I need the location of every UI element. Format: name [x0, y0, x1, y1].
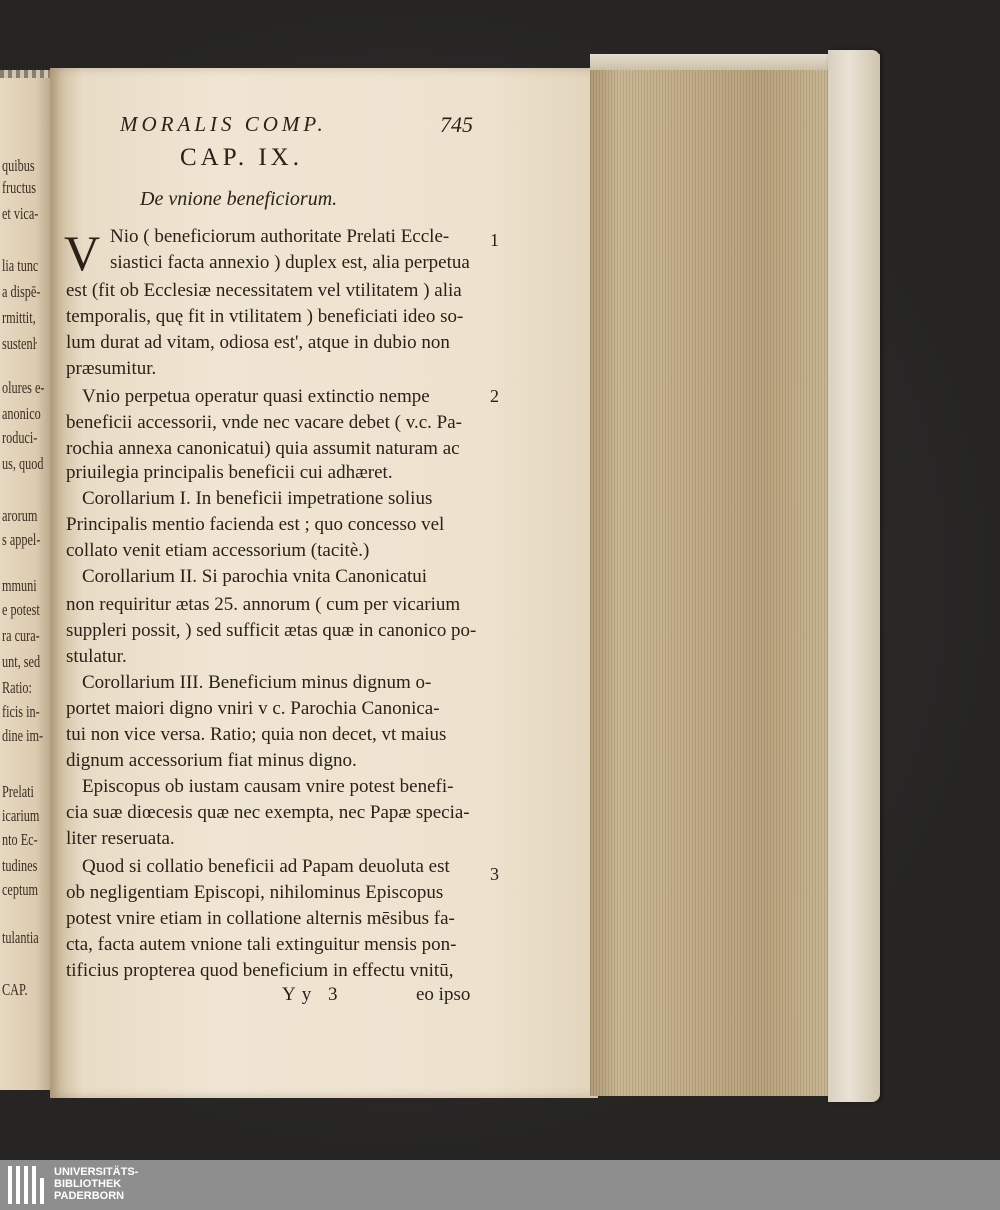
left-page-fragment: anonico [2, 404, 41, 423]
body-line: beneficii accessorii, vnde nec vacare debet ( v.c. Pa- [66, 412, 462, 433]
body-line: non requiritur ætas 25. annorum ( cum per vicarium [66, 594, 461, 615]
left-page-fragment: roduci- [2, 428, 38, 447]
library-name [54, 1166, 138, 1202]
body-line: cta, facta autem vnione tali extinguitur mensis pon- [66, 934, 457, 955]
left-page-fragment: rmittit, [2, 308, 36, 327]
left-page-fragment: Prelati [2, 782, 34, 801]
left-page-fragment: mmuni [2, 576, 37, 595]
page-number: 745 [440, 112, 473, 137]
left-page-fragment: ceptum [2, 880, 39, 899]
left-page-fragment: ra cura- [2, 626, 40, 645]
body-line: portet maiori digno vniri v c. Parochia Canonica- [66, 698, 440, 719]
body-line: collato venit etiam accessorium (tacitè.) [66, 540, 370, 561]
body-line: temporalis, quę fit in vtilitatem ) beneficiati ideo so- [66, 306, 464, 327]
body-line: suppleri possit, ) sed sufficit ætas quæ in canonico po- [66, 620, 477, 641]
left-page-fragment: sustenŀ [2, 334, 37, 353]
library-name-line3: PADERBORN [54, 1190, 125, 1202]
left-page-fragment: fructus [2, 178, 36, 197]
left-page-fragment: Ratio: [2, 678, 32, 697]
left-page-fragment: icarium [2, 806, 40, 825]
left-page-edge [0, 78, 52, 1090]
body-line: præsumitur. [66, 358, 157, 379]
library-logo-icon [8, 1166, 44, 1204]
body-line: Corollarium II. Si parochia vnita Canonicatui [82, 566, 428, 587]
body-line: Principalis mentio facienda est ; quo concesso vel [66, 514, 445, 535]
catchword: eo ipso [416, 984, 471, 1005]
body-line: tificius propterea quod beneficium in effectu vnitū, [66, 960, 454, 981]
left-page-fragment: ficis in- [2, 702, 40, 721]
left-page-fragment: quibus [2, 156, 35, 175]
left-page-fragment: olures e- [2, 378, 45, 397]
body-line: lum durat ad vitam, odiosa est', atque in dubio non [66, 332, 450, 353]
body-line: rochia annexa canonicatui) quia assumit naturam ac [66, 438, 460, 459]
body-line: Corollarium I. In beneficii impetratione solius [82, 488, 433, 509]
left-page-fragment: a dispē- [2, 282, 41, 301]
body-line: dignum accessorium fiat minus digno. [66, 750, 357, 771]
body-line: est (fit ob Ecclesiæ necessitatem vel vtilitatem ) alia [66, 280, 462, 301]
left-page-fragment: lia tunc [2, 256, 39, 275]
body-line: ob negligentiam Episcopi, nihilominus Episcopus [66, 882, 444, 903]
body-line: stulatur. [66, 646, 127, 667]
left-page-fragment: arorum [2, 506, 38, 525]
body-line: potest vnire etiam in collatione alternis mēsibus fa- [66, 908, 455, 929]
book-cover [828, 50, 880, 1102]
body-line: liter reseruata. [66, 828, 175, 849]
left-page-fragment: s appel- [2, 530, 41, 549]
running-head: MORALIS COMP. [120, 112, 327, 136]
page-block-edge [590, 66, 838, 1096]
library-name-line2: BIBLIOTHEK [54, 1178, 122, 1190]
body-line: Episcopus ob iustam causam vnire potest benefi- [82, 776, 454, 797]
left-page-fragment: et vica- [2, 204, 39, 223]
body-line: Vnio perpetua operatur quasi extinctio nempe [82, 386, 430, 407]
body-line: Nio ( beneficiorum authoritate Prelati Eccle- [110, 226, 450, 247]
body-line: Corollarium III. Beneficium minus dignum o- [82, 672, 432, 693]
chapter-heading: CAP. IX. [180, 144, 303, 171]
margin-number: 3 [490, 864, 499, 884]
left-page-fragment: e potest [2, 600, 40, 619]
body-line: priuilegia principalis beneficii cui adhæret. [66, 462, 393, 483]
drop-capital: V [64, 225, 101, 281]
library-name-line1: UNIVERSITÄTS- [54, 1166, 139, 1178]
body-line: siastici facta annexio ) duplex est, alia perpetua [110, 252, 470, 273]
left-page-fragment: dine im- [2, 726, 44, 745]
left-page-fragment: unt, sed [2, 652, 41, 671]
body-line: Quod si collatio beneficii ad Papam deuoluta est [82, 856, 450, 877]
body-line: cia suæ diœcesis quæ nec exempta, nec Papæ specia- [66, 802, 470, 823]
left-page-fragment: CAP. [2, 980, 28, 999]
left-page-fragment: nto Ec- [2, 830, 38, 849]
left-page-fragment: tulantia [2, 928, 39, 947]
margin-number: 2 [490, 386, 499, 406]
left-page-fragment: tudines [2, 856, 38, 875]
chapter-subtitle: De vnione beneficiorum. [140, 188, 338, 210]
margin-number: 1 [490, 230, 499, 250]
left-page-fragment: us, quod [2, 454, 44, 473]
library-footer [0, 1160, 1000, 1210]
signature-mark: Yy 3 [282, 984, 344, 1005]
body-line: tui non vice versa. Ratio; quia non decet, vt maius [66, 724, 447, 745]
